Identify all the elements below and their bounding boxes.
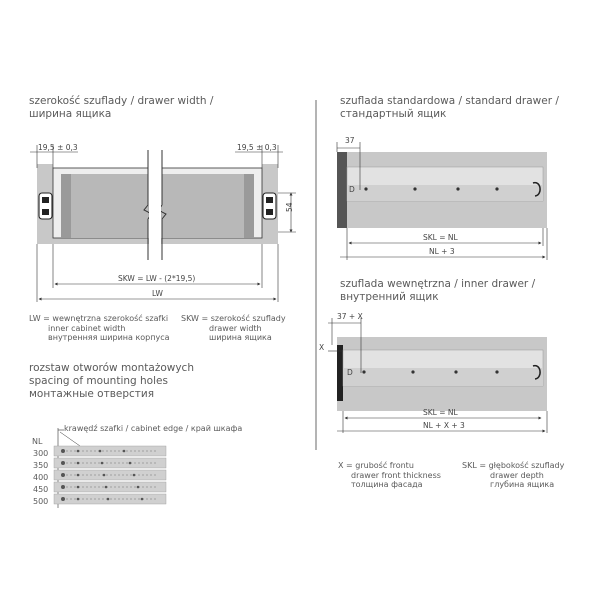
inner-hole-marker: D (347, 368, 353, 377)
drawer-width-view (30, 143, 296, 302)
std-drawer-front (337, 152, 347, 228)
mounting-holes-view (54, 428, 166, 508)
inner-hole-2 (411, 370, 414, 373)
inner-title-line-1: szuflada wewnętrzna / inner drawer / (340, 278, 536, 290)
dim-skw: SKW = LW - (2*19,5) (118, 274, 196, 283)
inner-title-line-2: внутренний ящик (340, 291, 439, 303)
legend-x-line-1: X = grubość frontu (338, 461, 414, 470)
std-runner-lower (347, 185, 543, 201)
dim-right-offset: 19,5 ± 0,3 (237, 143, 277, 152)
standard-title-line-1: szuflada standardowa / standard drawer / (340, 95, 559, 107)
legend-skw-line-2: drawer width (209, 323, 262, 333)
inner-runner-lower (343, 368, 543, 386)
dim-lw: LW (152, 289, 163, 298)
standard-title-line-2: стандартный ящик (340, 108, 447, 120)
nl-value-450: 450 (33, 485, 49, 494)
legend-skl-line-1: SKL = głębokość szuflady (462, 461, 565, 470)
nl-value-400: 400 (33, 473, 49, 482)
inner-hole-1 (362, 370, 365, 373)
spacing-title-line-3: монтажные отверстия (29, 388, 155, 400)
left-runner (39, 193, 52, 219)
nl-value-500: 500 (33, 497, 49, 506)
legend-skw-line-1: SKW = szerokość szuflady (181, 314, 286, 323)
inner-hole-3 (454, 370, 457, 373)
std-hole-2 (413, 187, 416, 190)
dim-inner-skl: SKL = NL (423, 408, 458, 417)
spacing-title-line-1: rozstaw otworów montażowych (29, 362, 194, 374)
drawer-front-left (71, 174, 148, 238)
legend-x-line-2: drawer front thickness (351, 470, 441, 480)
std-hole-1 (364, 187, 367, 190)
spacing-title-line-2: spacing of mounting holes (29, 375, 168, 387)
left-title-line-1: szerokość szuflady / drawer width / (29, 95, 214, 107)
std-hole-marker: D (349, 185, 355, 194)
nl-value-350: 350 (33, 461, 49, 470)
std-hole-4 (495, 187, 498, 190)
drawer-side-right (244, 174, 254, 238)
legend-skl-line-2: drawer depth (490, 470, 544, 480)
drawer-front-right (162, 174, 244, 238)
dim-height-54: 54 (285, 202, 294, 212)
legend-lw-line-1: LW = wewnętrzna szerokość szafki (29, 314, 169, 323)
nl-label: NL (32, 437, 43, 446)
dim-left-offset: 19,5 ± 0,3 (38, 143, 78, 152)
dim-std-skl: SKL = NL (423, 233, 458, 242)
dim-inner-37x: 37 + X (337, 312, 363, 321)
dim-std-37: 37 (345, 136, 355, 145)
nl-value-300: 300 (33, 449, 49, 458)
legend-x-line-3: толщина фасада (351, 480, 423, 489)
dim-std-nl: NL + 3 (429, 247, 455, 256)
inner-hole-4 (495, 370, 498, 373)
legend-skl-line-3: глубина ящика (490, 480, 555, 489)
drawer-side-left (61, 174, 71, 238)
legend-lw-line-2: inner cabinet width (48, 323, 126, 333)
cabinet-edge-label: krawędź szafki / cabinet edge / край шкафа (64, 424, 243, 433)
left-title-line-2: ширина ящика (29, 108, 112, 120)
dim-inner-nl: NL + X + 3 (423, 421, 465, 430)
inner-drawer-front (337, 345, 343, 401)
std-hole-3 (456, 187, 459, 190)
right-runner (263, 193, 276, 219)
inner-drawer-view (319, 312, 547, 433)
standard-drawer-view (337, 136, 547, 260)
dim-inner-x: X (319, 343, 325, 352)
legend-lw-line-3: внутренняя ширина корпуса (48, 333, 170, 342)
legend-skw-line-3: ширина ящика (209, 333, 272, 342)
